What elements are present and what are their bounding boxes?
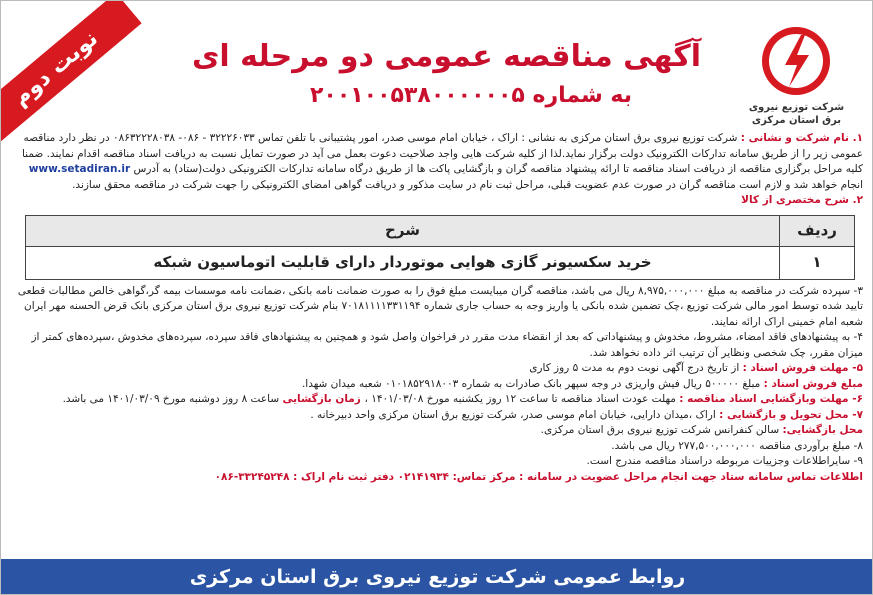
footer-text: روابط عمومی شرکت توزیع نیروی برق استان مرکزی [189, 566, 686, 588]
section-5 [13, 361, 863, 377]
section-9: ۹- سایراطلاعات وجزییات مربوطه دراسناد مناقصه مندرج است. [586, 455, 863, 467]
section-4: ۴- به پیشنهادهای فاقد امضاء، مشروط، مخدوش و پیشنهاداتی که بعد از انقضاء مدت مقرر در فراخوان واصل شود و همچنین به پیشنهادهای فاقد سپرده، سپرده‌های مخدوش ،سپرده‌های کمتر از میزان مقرر، چک شخصی ونظایر آن ترتیب اثر داده نخواهد شد. [31, 331, 863, 359]
opening-place-label: محل بازگشایی: [782, 424, 863, 436]
row-description: خرید سکسیونر گازی هوایی موتوردار دارای قابلیت اتوماسیون شبکه [26, 246, 780, 279]
setad-url-link[interactable]: www.setadiran.ir [28, 163, 131, 175]
opening-place-text: سالن کنفرانس شرکت توزیع نیروی برق استان مرکزی. [540, 424, 783, 436]
section-1-label: ۱. نام شرکت و نشانی : [740, 132, 863, 144]
document-price-text: مبلغ ۵۰۰۰۰۰ ریال فیش واریزی در وجه سپهر بانک صادرات به شماره ۰۱۰۱۸۵۲۹۱۸۰۰۳ شعبه میدان شهدا. [301, 377, 764, 390]
section-1-text: شرکت توزیع نیروی برق استان مرکزی به نشانی : اراک ، خیابان امام موسی صدر، امور پشتیبانی با تلفن تماس ۳۲۲۲۶۰۳۳ - ۰۸۶- ۰۸۶۳۲۲۲۸۰۳۸ در نظر دارد مناقصه عمومی زیر را از طریق سامانه تدارکات الکترونیک دولت برگزار نماید.لذا از کلیه شرکت هایی واجد صلاحیت دعوت بعمل می آید در صورت تمایل نسبت به دریافت اسناد مناقصه اقدام نمایند. ضمنا کلیه مراحل برگزاری مناقصه از دریافت اسناد مناقصه تا ارائه پیشنهاد مناقصه گران و بازگشایی پاکت ها از طریق درگاه سامانه تدارکات الکترونیکی دولت(ستاد) به آدرس [21, 132, 863, 175]
tender-number: به شماره ۲۰۰۱۰۰۵۳۸۰۰۰۰۰۰۵ [309, 83, 633, 108]
section-2-label: ۲. شرح مختصری از کالا [741, 194, 863, 206]
section-7 [13, 408, 863, 424]
document-price [13, 377, 863, 393]
header-row-number: ردیف [780, 215, 855, 246]
section-7-text: اراک ،میدان دارایی، خیابان امام موسی صدر، شرکت توزیع برق استان مرکزی واحد دبیرخانه . [310, 408, 720, 421]
announcement-body [13, 131, 863, 485]
section-1 [13, 131, 863, 193]
section-1-text-2: انجام خواهد شد و لازم است مناقصه گران در صورت عدم عضویت قبلی، مراحل ثبت نام در سایت مذکور و دریافت گواهی امضای الکترونیکی را جهت شرکت در مناقصه محقق سازند. [72, 178, 863, 191]
header [1, 1, 873, 131]
header-description: شرح [26, 215, 780, 246]
second-round-ribbon: نوبت دوم [0, 0, 142, 145]
section-6-text: مهلت عودت اسناد مناقصه تا ساعت ۱۲ روز یکشنبه مورخ ۱۴۰۱/۰۳/۰۸ ، [364, 393, 680, 405]
table-row [26, 246, 855, 279]
section-6-text-2: ساعت ۸ روز دوشنبه مورخ ۱۴۰۱/۰۳/۰۹ می باشد. [62, 393, 283, 405]
announcement-title: آگهی مناقصه عمومی دو مرحله ای [191, 39, 701, 74]
document-price-label: مبلغ فروش اسناد : [763, 377, 863, 390]
section-6-label-2: زمان بازگشایی [282, 393, 365, 405]
items-table [25, 215, 855, 280]
contact-info: اطلاعات تماس سامانه ستاد جهت انجام مراحل عضویت در سامانه : مرکز تماس: ۰۲۱۴۱۹۳۴ دفتر ثبت نام اراک : ۳۳۲۴۵۲۴۸-۰۸۶ [214, 470, 863, 483]
section-6 [13, 392, 863, 408]
row-number: ۱ [780, 246, 855, 279]
section-5-label: ۵- مهلت فروش اسناد : [742, 362, 863, 374]
footer-bar [1, 559, 873, 595]
table-header-row [26, 215, 855, 246]
section-7-label: ۷- محل تحویل و بازگشایی : [719, 408, 863, 421]
section-3: ۳- سپرده شرکت در مناقصه به مبلغ ۸,۹۷۵,۰۰۰,۰۰۰ ریال می باشد، مناقصه گران میبایست مبلغ فوق را به صورت ضمانت نامه بانکی ،ضمانت نامه موسسات بیمه گر،گواهی خالص مطالبات قطعی تایید شده توسط امور مالی شرکت توزیع ،چک تضمین شده بانکی یا واریز وجه به حساب جاری شماره ۷۰۱۸۱۱۱۱۳۳۱۱۹۴ بنام شرکت توزیع نیروی برق استان مرکزی بانک قرض الحسنه مهر ایران شعبه امام خمینی اراک ارائه نمایند. [17, 284, 863, 328]
company-logo-text: شرکت توزیع نیروی برق استان مرکزی [748, 102, 845, 126]
section-8: ۸- مبلغ برآوردی مناقصه ۲۷۷,۵۰۰,۰۰۰,۰۰۰ ریال می باشد. [611, 439, 863, 452]
opening-place [13, 423, 863, 439]
section-5-text: از تاریخ درج آگهی نوبت دوم به مدت ۵ روز کاری [529, 362, 743, 374]
section-6-label: ۶- مهلت وبازگشایی اسناد مناقصه : [679, 393, 863, 405]
